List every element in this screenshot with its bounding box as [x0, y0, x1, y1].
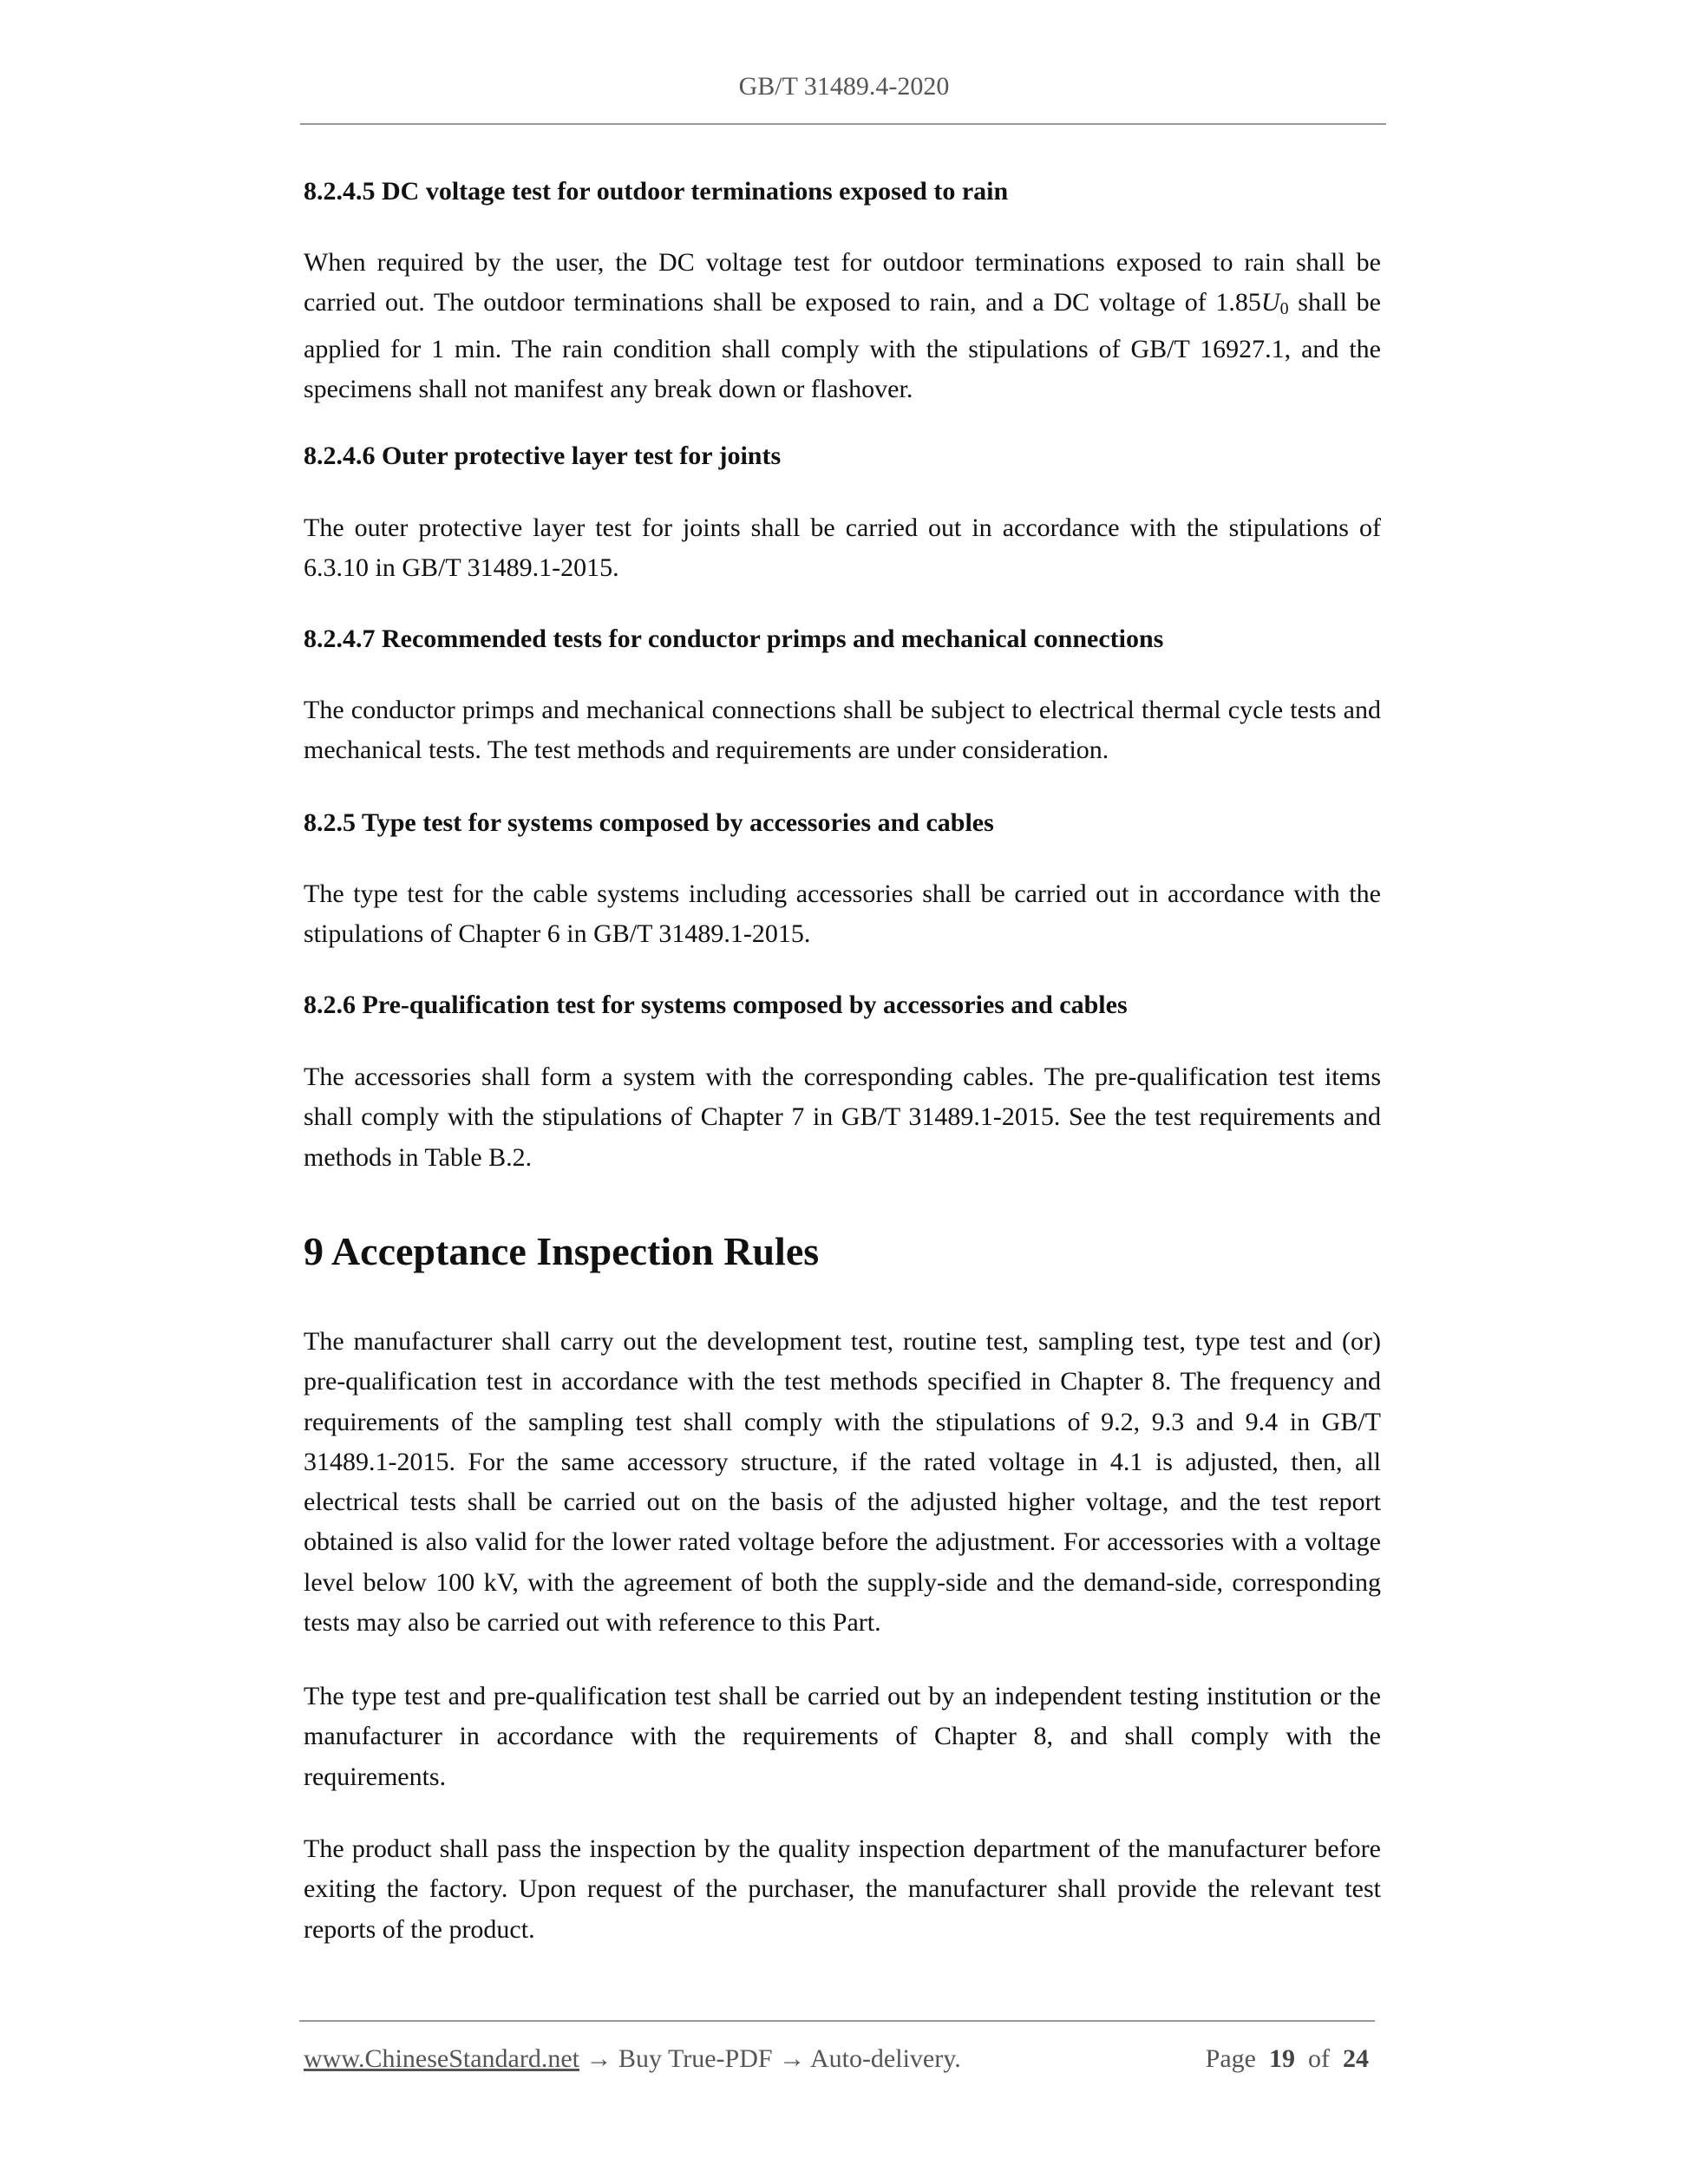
text: When required by the user, the DC voltage test for outdoor terminations exposed to rain shall be carried out. The outdoor terminations shall be exposed to rain, and a DC voltage of 1.85 — [304, 248, 1381, 317]
subscript: 0 — [1279, 299, 1289, 319]
buy-text: Buy True-PDF — [618, 2044, 773, 2073]
paragraph-8-2-4-5 — [304, 243, 1381, 409]
of-label: of — [1308, 2044, 1330, 2073]
section-heading-8-2-4-5: 8.2.4.5 DC voltage test for outdoor terminations exposed to rain — [304, 177, 1009, 206]
page-footer — [304, 2040, 1369, 2078]
page-number — [1206, 2040, 1369, 2078]
paragraph-9-2: The type test and pre-qualification test shall be carried out by an independent testing institution or the manufacturer in accordance with the requirements of Chapter 8, and shall comply with the requirements. — [304, 1682, 1381, 1791]
footer-divider — [299, 2020, 1375, 2022]
page-label: Page — [1205, 2044, 1256, 2073]
chapter-heading-9: 9 Acceptance Inspection Rules — [304, 1229, 820, 1273]
paragraph-8-2-4-6: The outer protective layer test for joints shall be carried out in accordance with the stipulations of 6.3.10 in GB/T 31489.1-2015. — [304, 513, 1381, 583]
website-link[interactable]: www.ChineseStandard.net — [304, 2044, 579, 2073]
document-header: GB/T 31489.4-2020 — [738, 72, 950, 101]
paragraph-8-2-4-7: The conductor primps and mechanical connections shall be subject to electrical thermal cycle tests and mechanical tests. The test methods and requirements are under consideration. — [304, 696, 1381, 765]
header-divider — [300, 123, 1386, 125]
text: shall be applied for 1 min. The rain condition shall comply with the stipulations of GB/T 16927.1, and the specimens shall not manifest any break down or flashover. — [304, 288, 1381, 403]
paragraph-9-1: The manufacturer shall carry out the development test, routine test, sampling test, type test and (or) pre-qualification test in accordance with the test methods specified in Chapter 8. The frequency and requirements of the sampling test shall comply with the stipulations of 9.2, 9.3 and 9.4 in GB/T 31489.1-2015. For the same accessory structure, if the rated voltage in 4.1 is adjusted, then, all electrical tests shall be carried out on the basis of the adjusted higher voltage, and the test report obtained is also valid for the lower rated voltage before the adjustment. For accessories with a voltage level below 100 kV, with the agreement of both the supply-side and the demand-side, corresponding tests may also be carried out with reference to this Part. — [304, 1327, 1381, 1638]
current-page: 19 — [1269, 2044, 1295, 2073]
paragraph-9-3: The product shall pass the inspection by the quality inspection department of the manufacturer before exiting the factory. Upon request of the purchaser, the manufacturer shall provide the relevant test reports of the product. — [304, 1834, 1381, 1944]
paragraph-8-2-5: The type test for the cable systems including accessories shall be carried out in accordance with the stipulations of Chapter 6 in GB/T 31489.1-2015. — [304, 879, 1381, 949]
arrow-right-icon: → — [586, 2044, 612, 2073]
section-heading-8-2-6: 8.2.6 Pre-qualification test for systems composed by accessories and cables — [304, 991, 1128, 1019]
variable: U — [1260, 288, 1280, 317]
section-heading-8-2-4-6: 8.2.4.6 Outer protective layer test for joints — [304, 441, 782, 470]
arrow-right-icon: → — [779, 2044, 806, 2073]
paragraph-8-2-6: The accessories shall form a system with the corresponding cables. The pre-qualification test items shall comply with the stipulations of Chapter 7 in GB/T 31489.1-2015. See the test requirements and methods in Table B.2. — [304, 1063, 1381, 1172]
section-heading-8-2-5: 8.2.5 Type test for systems composed by accessories and cables — [304, 808, 994, 837]
section-heading-8-2-4-7: 8.2.4.7 Recommended tests for conductor primps and mechanical connections — [304, 624, 1164, 653]
delivery-text: Auto-delivery. — [809, 2044, 961, 2073]
total-pages: 24 — [1343, 2044, 1369, 2073]
